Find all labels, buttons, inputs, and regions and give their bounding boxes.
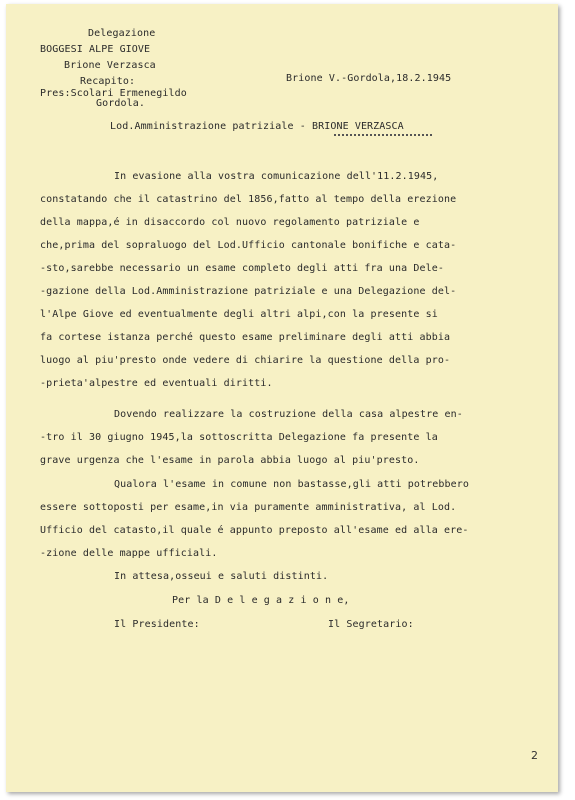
letter-page bbox=[6, 4, 558, 792]
signature-secretary: Il Segretario: bbox=[328, 619, 414, 630]
body-line: -zione delle mappe ufficiali. bbox=[40, 548, 218, 559]
recapito-label: Recapito: bbox=[80, 76, 136, 87]
body-line: -gazione della Lod.Amministrazione patriziale e una Delegazione del- bbox=[40, 286, 457, 297]
signature-per-line: Per la D e l e g a z i o n e, bbox=[172, 595, 350, 606]
body-line: -sto,sarebbe necessario un esame completo degli atti fra una Dele- bbox=[40, 263, 444, 274]
sender-line-2: BOGGESI ALPE GIOVE bbox=[40, 44, 151, 55]
body-line: della mappa,é in disaccordo col nuovo regolamento patriziale e bbox=[40, 217, 420, 228]
place-date: Brione V.-Gordola,18.2.1945 bbox=[286, 73, 452, 84]
body-line: essere sottoposti per esame,in via puramente amministrativa, al Lod. bbox=[40, 502, 457, 513]
body-line: Ufficio del catasto,il quale é appunto preposto all'esame ed alla ere- bbox=[40, 525, 469, 536]
body-line: constatando che il catastrino del 1856,fatto al tempo della erezione bbox=[40, 194, 457, 205]
body-line: -prieta'alpestre ed eventuali diritti. bbox=[40, 378, 273, 389]
body-line: fa cortese istanza perché questo esame preliminare degli atti abbia bbox=[40, 332, 451, 343]
page-number: 2 bbox=[531, 749, 538, 762]
body-line: In evasione alla vostra comunicazione dell'11.2.1945, bbox=[114, 171, 439, 182]
body-line: l'Alpe Giove ed eventualmente degli altri alpi,con la presente si bbox=[40, 309, 438, 320]
recipient-underline bbox=[334, 134, 432, 136]
body-line: che,prima del sopraluogo del Lod.Ufficio cantonale bonifiche e cata- bbox=[40, 240, 457, 251]
sender-line-3: Brione Verzasca bbox=[64, 60, 156, 71]
recapito-line-1: Pres:Scolari Ermenegildo bbox=[40, 88, 187, 99]
body-line: Dovendo realizzare la costruzione della casa alpestre en- bbox=[114, 409, 463, 420]
signature-president: Il Presidente: bbox=[114, 619, 200, 630]
body-line: Qualora l'esame in comune non bastasse,gli atti potrebbero bbox=[114, 479, 469, 490]
body-line: luogo al piu'presto onde vedere di chiarire la questione della pro- bbox=[40, 355, 451, 366]
recapito-line-2: Gordola. bbox=[96, 98, 145, 109]
closing-line: In attesa,osseui e saluti distinti. bbox=[114, 571, 329, 582]
recipient-line bbox=[110, 121, 404, 132]
recipient-text: Lod.Amministrazione patriziale - BRIONE VERZASCA bbox=[110, 121, 404, 132]
body-line: -tro il 30 giugno 1945,la sottoscritta Delegazione fa presente la bbox=[40, 432, 438, 443]
sender-line-1: Delegazione bbox=[88, 28, 156, 39]
body-line: grave urgenza che l'esame in parola abbia luogo al piu'presto. bbox=[40, 455, 420, 466]
